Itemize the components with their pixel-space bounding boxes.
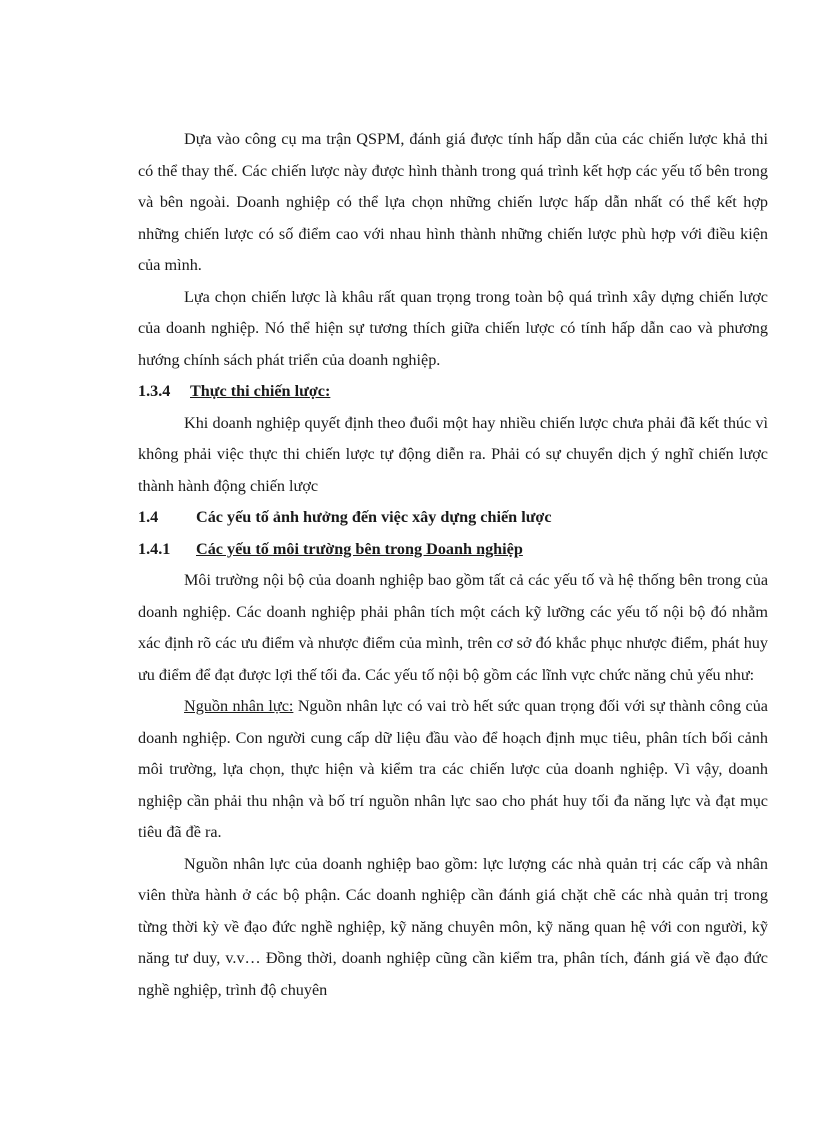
heading-1-3-4 (138, 376, 768, 408)
heading-1-4-1 (138, 534, 768, 566)
paragraph-hr-composition: Nguồn nhân lực của doanh nghiệp bao gồm: lực lượng các nhà quản trị các cấp và nhân viên thừa hành ở các bộ phận. Các doanh nghiệp cần đánh giá chặt chẽ các nhà quản trị trong từng thời kỳ về đạo đức nghề nghiệp, kỹ năng chuyên môn, kỹ năng quan hệ với con người, kỹ năng tư duy, v.v… Đồng thời, doanh nghiệp cũng cần kiểm tra, phân tích, đánh giá về đạo đức nghề nghiệp, trình độ chuyên (138, 854, 768, 999)
paragraph-implementation: Khi doanh nghiệp quyết định theo đuổi một hay nhiều chiến lược chưa phải đã kết thúc vì không phải việc thực thi chiến lược tự động diễn ra. Phải có sự chuyển dịch ý nghĩ chiến lược thành hành động chiến lược (138, 413, 768, 495)
hr-text: Nguồn nhân lực có vai trò hết sức quan trọng đối với sự thành công của doanh nghiệp. Con người cung cấp dữ liệu đầu vào để hoạch định mục tiêu, phân tích bối cảnh môi trường, lựa chọn, thực hiện và kiểm tra các chiến lược của doanh nghiệp. Vì vậy, doanh nghiệp cần phải thu nhận và bố trí nguồn nhân lực sao cho phát huy tối đa năng lực và đạt mục tiêu đã đề ra. (138, 697, 768, 841)
document-page (138, 124, 768, 1006)
heading-number: 1.4 (138, 508, 159, 526)
paragraph-strategy-selection: Lựa chọn chiến lược là khâu rất quan trọng trong toàn bộ quá trình xây dựng chiến lược của doanh nghiệp. Nó thể hiện sự tương thích giữa chiến lược có tính hấp dẫn cao và phương hướng chính sách phát triển của doanh nghiệp. (138, 287, 768, 369)
heading-number: 1.4.1 (138, 539, 171, 558)
heading-title: Thực thi chiến lược: (190, 382, 331, 400)
heading-number: 1.3.4 (138, 382, 171, 400)
paragraph-human-resources (138, 691, 768, 849)
paragraph-internal-environment: Môi trường nội bộ của doanh nghiệp bao gồm tất cả các yếu tố và hệ thống bên trong của doanh nghiệp. Các doanh nghiệp phải phân tích một cách kỹ lưỡng các yếu tố nội bộ đó nhằm xác định rõ các ưu điểm và nhược điểm của mình, trên cơ sở đó khắc phục nhược điểm, phát huy ưu điểm để đạt được lợi thế tối đa. Các yếu tố nội bộ gồm các lĩnh vực chức năng chủ yếu như: (138, 571, 768, 684)
paragraph-qspm: Dựa vào công cụ ma trận QSPM, đánh giá được tính hấp dẫn của các chiến lược khả thi có thể thay thế. Các chiến lược này được hình thành trong quá trình kết hợp các yếu tố bên trong và bên ngoài. Doanh nghiệp có thể lựa chọn những chiến lược hấp dẫn nhất có thể kết hợp những chiến lược có số điểm cao với nhau hình thành những chiến lược phù hợp với điều kiện của mình. (138, 130, 768, 274)
heading-title: Các yếu tố ảnh hưởng đến việc xây dựng chiến lược (196, 508, 552, 526)
heading-title: Các yếu tố môi trường bên trong Doanh nghiệp (196, 539, 523, 558)
heading-1-4 (138, 502, 768, 534)
hr-label: Nguồn nhân lực: (184, 697, 294, 715)
